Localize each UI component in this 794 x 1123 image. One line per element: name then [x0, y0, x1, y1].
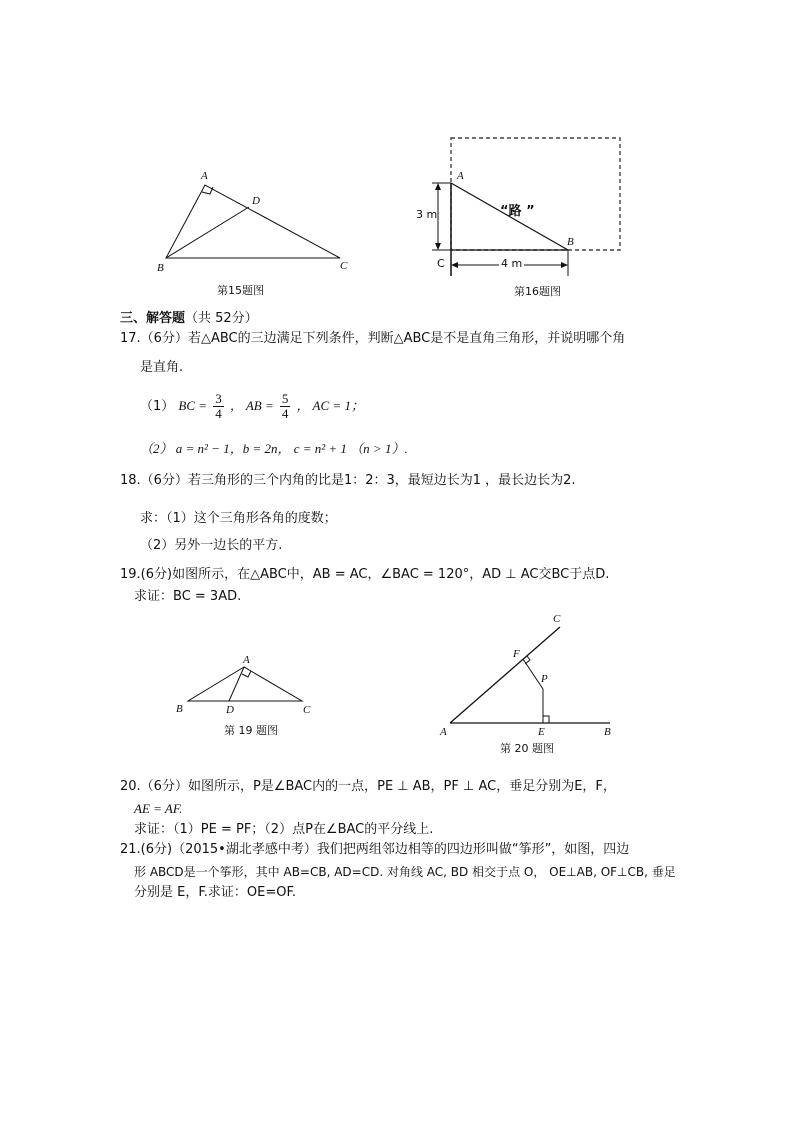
label-f-20: F [513, 648, 520, 660]
label-a-16: A [457, 170, 464, 182]
q17-tail: 是直角. [140, 360, 184, 375]
fraction-3-4-den: 4 [215, 406, 222, 421]
q18-ask-2: （2）另外一边长的平方. [140, 538, 283, 553]
width-label-16: 4 m [501, 257, 523, 270]
q21-line-2: 形 ABCD是一个筝形，其中 AB=CB, AD=CD. 对角线 AC, BD 相交于点 O， OE⊥AB, OF⊥CB, 垂足 [134, 865, 676, 879]
caption-19: 第 19 题图 [224, 724, 278, 737]
label-c-15: C [340, 260, 348, 272]
right-angle-mark-e-20 [543, 716, 549, 723]
q20-prove: 求证：（1）PE = PF；（2）点P在∠BAC的平分线上. [134, 822, 434, 837]
fraction-3-4-num: 3 [215, 391, 222, 406]
height-label-16: 3 m [416, 208, 438, 221]
label-d-19: D [226, 704, 234, 716]
section-score: （共 52分） [185, 311, 258, 326]
label-d-15: D [252, 195, 260, 207]
fraction-5-4-num: 5 [281, 391, 289, 406]
caption-20: 第 20 题图 [500, 742, 554, 755]
section-title: 三、解答题 [120, 311, 186, 326]
q19-prove: 求证：BC = 3AD. [134, 589, 242, 604]
label-p-20: P [541, 673, 548, 685]
label-c-19: C [303, 704, 311, 716]
label-b-15: B [157, 262, 164, 274]
q17-c1-number: （1） [140, 399, 175, 414]
label-a-19: A [243, 654, 250, 666]
q17-condition-2: （2） a = n² − 1，b = 2n， c = n² + 1 （n > 1）. [140, 441, 408, 456]
q17-c1-bc: BC = [178, 398, 208, 413]
fraction-5-4-den: 4 [281, 406, 289, 421]
q19-head: 19.(6分)如图所示，在△ABC中，AB = AC，∠BAC = 120°，AD ⊥ AC交BC于点D. [120, 567, 610, 582]
road-label-16: “路 ” [500, 204, 535, 219]
label-c-16: C [437, 257, 445, 270]
caption-16: 第16题图 [514, 285, 561, 298]
q18-ask-1: 求：（1）这个三角形各角的度数； [140, 511, 337, 526]
q21-line-1: 21.(6分)（2015•湖北孝感中考）我们把两组邻边相等的四边形叫做“筝形”，如图，四边 [120, 842, 630, 857]
label-b-19: B [176, 703, 183, 715]
label-b-20: B [604, 726, 611, 738]
label-a-20: A [440, 726, 447, 738]
q17-c1-ab: ， AB = [229, 398, 274, 413]
q20-cond: AE = AF. [134, 801, 183, 816]
q21-line-3: 分别是 E，F.求证：OE=OF. [134, 885, 296, 900]
q18-head: 18.（6分）若三角形的三个内角的比是1：2：3，最短边长为1 ，最长边长为2. [120, 473, 576, 488]
label-c-20: C [553, 613, 561, 625]
q17-head: 17.（6分）若△ABC的三边满足下列条件，判断△ABC是不是直角三角形，并说明哪个角 [120, 331, 626, 346]
label-b-16: B [567, 236, 574, 248]
label-a-15: A [201, 170, 208, 182]
q20-head: 20.（6分）如图所示，P是∠BAC内的一点，PE ⊥ AB，PF ⊥ AC，垂足分别为E，F， [120, 779, 616, 794]
caption-15: 第15题图 [217, 284, 264, 297]
label-e-20: E [538, 726, 545, 738]
q17-c1-ac: ， AC = 1； [296, 398, 364, 413]
